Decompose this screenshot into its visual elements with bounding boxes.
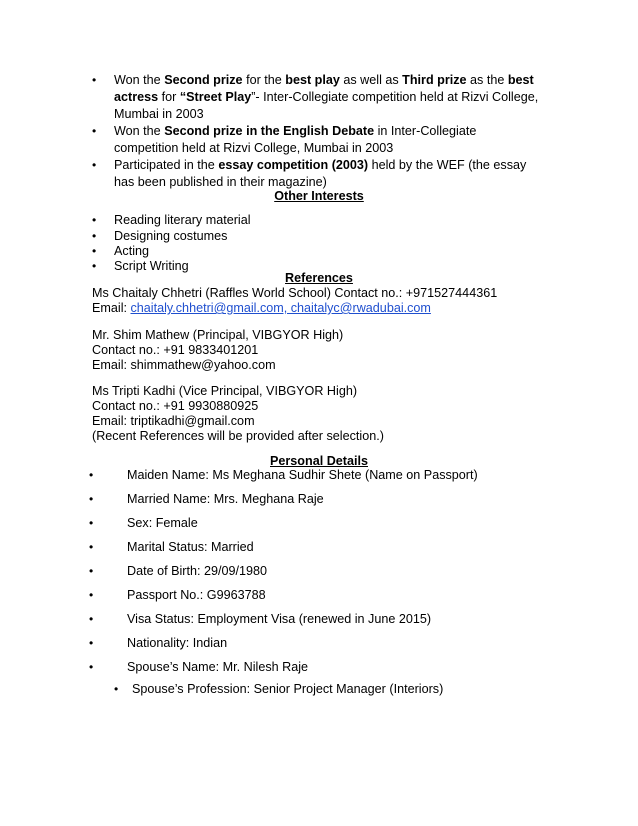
bullet: • bbox=[89, 636, 94, 650]
bullet: • bbox=[89, 612, 94, 626]
references-note: (Recent References will be provided after selection.) bbox=[92, 429, 384, 443]
bullet: • bbox=[92, 244, 97, 258]
personal-detail-item: Spouse’s Name: Mr. Nilesh Raje bbox=[127, 660, 309, 674]
reference-1-line-1: Ms Chaitaly Chhetri (Raffles World School) Contact no.: +971527444361 bbox=[92, 286, 498, 300]
achievement-1-line-3: Mumbai in 2003 bbox=[114, 107, 204, 121]
bullet: • bbox=[89, 660, 94, 674]
interest-item: Acting bbox=[114, 244, 150, 258]
bullet: • bbox=[92, 213, 97, 227]
reference-1-email-link[interactable]: chaitaly.chhetri@gmail.com, chaitalyc@rwadubai.com bbox=[130, 301, 431, 315]
bullet: • bbox=[89, 564, 94, 578]
bullet: • bbox=[89, 492, 94, 506]
reference-2-line-2: Contact no.: +91 9833401201 bbox=[92, 343, 259, 357]
bullet: • bbox=[92, 229, 97, 243]
bullet: • bbox=[89, 588, 94, 602]
references-heading: References bbox=[285, 271, 353, 285]
interest-item: Designing costumes bbox=[114, 229, 228, 243]
other-interests-heading: Other Interests bbox=[274, 189, 364, 203]
personal-detail-item: Passport No.: G9963788 bbox=[127, 588, 266, 602]
achievement-1-line-2: actress for “Street Play”- Inter-Collegiate competition held at Rizvi College, bbox=[114, 90, 539, 104]
personal-detail-item: Marital Status: Married bbox=[127, 540, 254, 554]
personal-detail-item: Maiden Name: Ms Meghana Sudhir Shete (Name on Passport) bbox=[127, 468, 478, 482]
personal-detail-item-sub: Spouse’s Profession: Senior Project Manager (Interiors) bbox=[132, 682, 444, 696]
achievement-1-line-1: Won the Second prize for the best play as well as Third prize as the best bbox=[114, 73, 534, 87]
reference-3-line-3: Email: triptikadhi@gmail.com bbox=[92, 414, 255, 428]
reference-3-line-1: Ms Tripti Kadhi (Vice Principal, VIBGYOR High) bbox=[92, 384, 358, 398]
reference-1-email: Email: chaitaly.chhetri@gmail.com, chaitalyc@rwadubai.com bbox=[92, 301, 431, 315]
personal-details-heading: Personal Details bbox=[270, 454, 368, 468]
bullet: • bbox=[92, 158, 97, 172]
personal-detail-item: Sex: Female bbox=[127, 516, 198, 530]
reference-2-line-1: Mr. Shim Mathew (Principal, VIBGYOR High) bbox=[92, 328, 344, 342]
personal-detail-item: Nationality: Indian bbox=[127, 636, 228, 650]
bullet: • bbox=[114, 682, 119, 696]
bullet: • bbox=[89, 516, 94, 530]
bullet: • bbox=[89, 468, 94, 482]
personal-detail-item: Date of Birth: 29/09/1980 bbox=[127, 564, 268, 578]
personal-detail-item: Visa Status: Employment Visa (renewed in June 2015) bbox=[127, 612, 432, 626]
achievement-2-line-1: Won the Second prize in the English Debate in Inter-Collegiate bbox=[114, 124, 477, 138]
interest-item: Reading literary material bbox=[114, 213, 251, 227]
achievement-2-line-2: competition held at Rizvi College, Mumbai in 2003 bbox=[114, 141, 394, 155]
reference-3-line-2: Contact no.: +91 9930880925 bbox=[92, 399, 259, 413]
bullet: • bbox=[92, 73, 97, 87]
reference-2-line-3: Email: shimmathew@yahoo.com bbox=[92, 358, 276, 372]
achievement-3-line-1: Participated in the essay competition (2003) held by the WEF (the essay bbox=[114, 158, 527, 172]
bullet: • bbox=[92, 124, 97, 138]
achievement-3-line-2: has been published in their magazine) bbox=[114, 175, 327, 189]
interest-item: Script Writing bbox=[114, 259, 189, 273]
bullet: • bbox=[89, 540, 94, 554]
bullet: • bbox=[92, 259, 97, 273]
personal-detail-item: Married Name: Mrs. Meghana Raje bbox=[127, 492, 324, 506]
